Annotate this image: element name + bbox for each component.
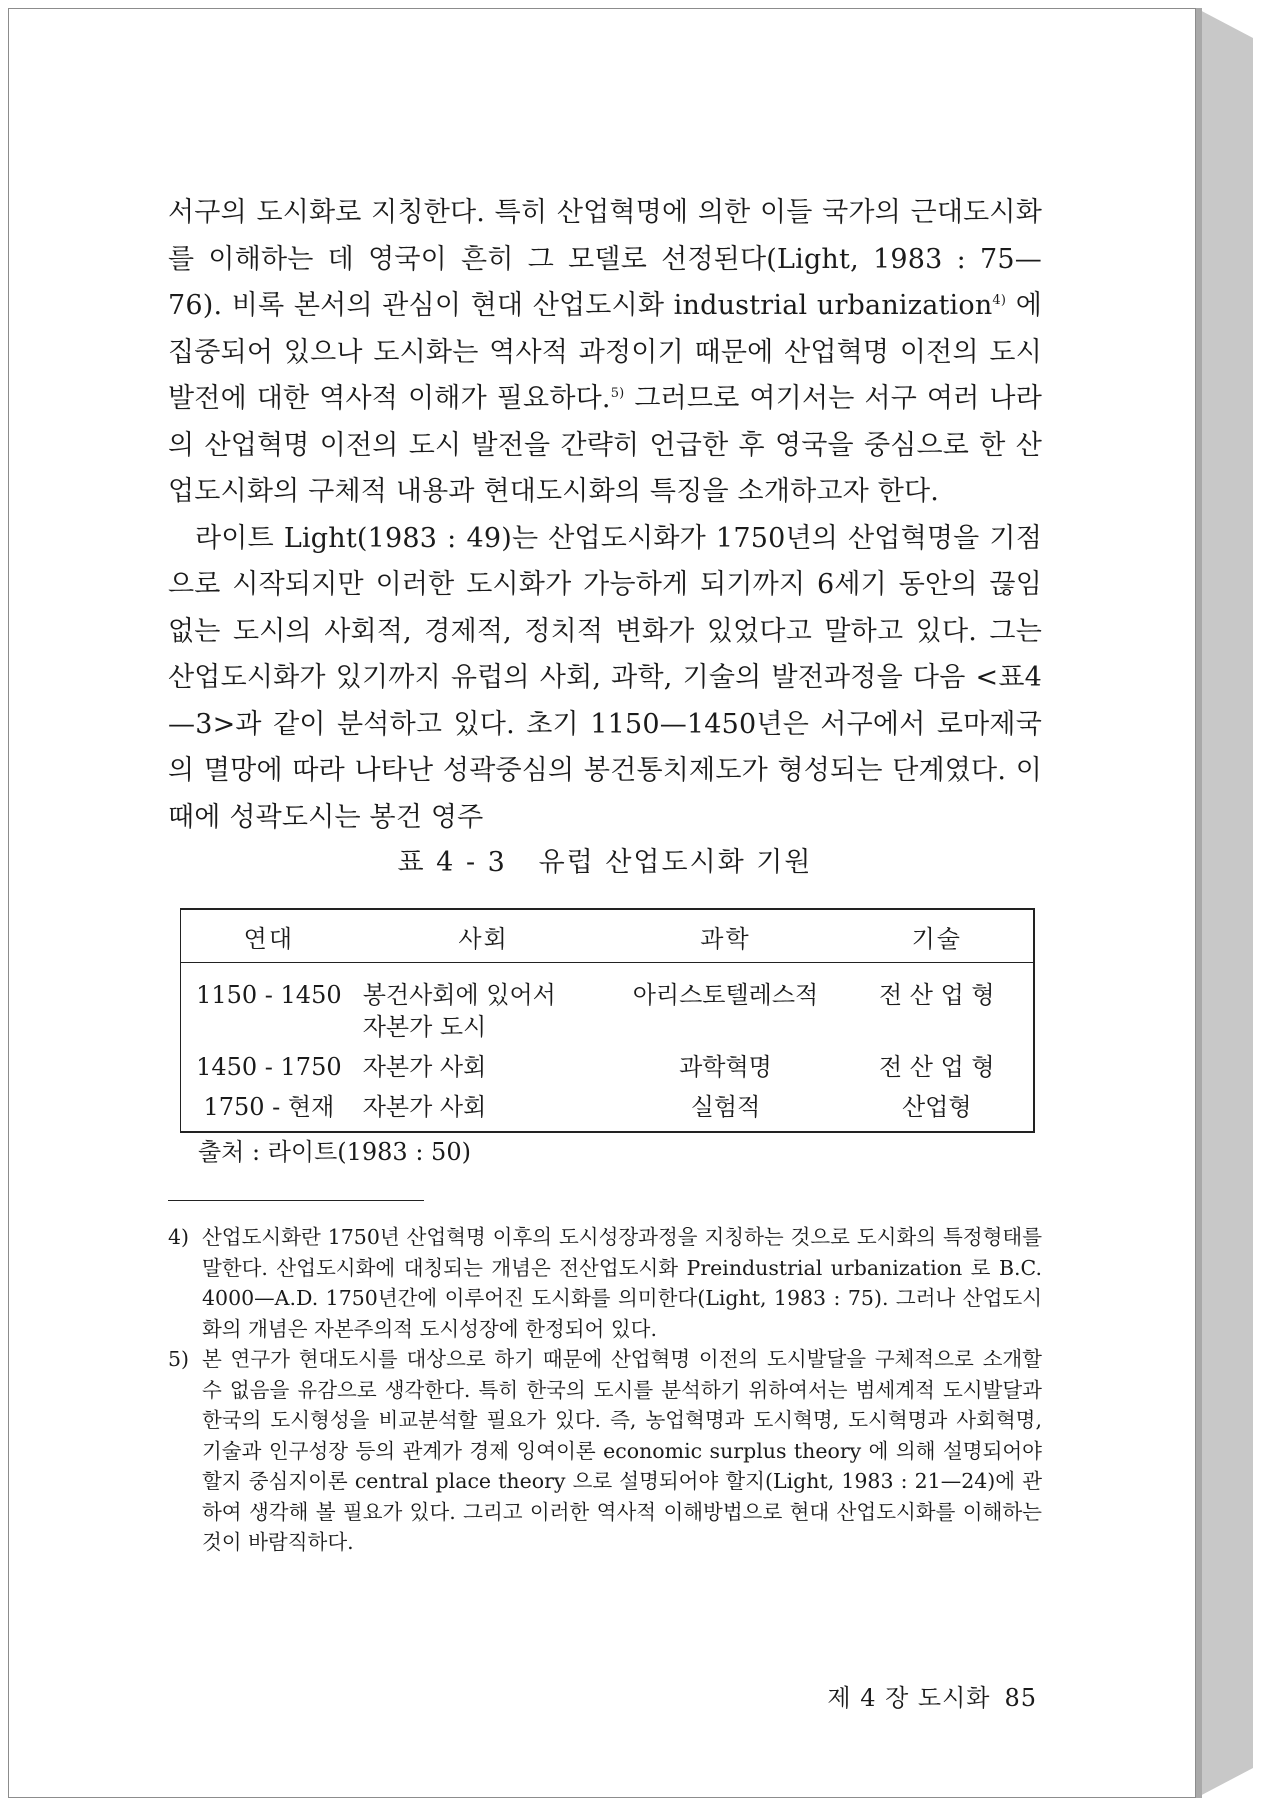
paragraph-1-text-cont: 에 집중되어 있으나 도시화는 역사적 과정이기 때문에 산업혁명 이전의 도시 발전에 대한 역사적 이해가 필요하다. — [168, 290, 1042, 414]
footnote-ref-5[interactable]: 5) — [610, 386, 625, 401]
table-source: 출처 : 라이트(1983 : 50) — [198, 1138, 471, 1166]
paragraph-1-text-end: 그러므로 여기서는 서구 여러 나라의 산업혁명 이전의 도시 발전을 간략히 언급한 후 영국을 중심으로 한 산업도시화의 구체적 내용과 현대도시화의 특징을 소개하고자 한다. — [168, 383, 1042, 507]
footnote-number: 4) — [168, 1225, 190, 1249]
cell-science: 실험적 — [690, 1093, 761, 1121]
cell-society: 자본가 사회 — [362, 1053, 487, 1081]
chapter-label: 제 4 장 도시화 — [827, 1684, 991, 1712]
origins-table — [180, 908, 1035, 1133]
table-row — [181, 1047, 1035, 1087]
header-society: 사회 — [357, 909, 611, 963]
cell-era: 1450 - 1750 — [196, 1053, 342, 1081]
cell-era: 1150 - 1450 — [196, 981, 342, 1009]
paragraph-1-text: 서구의 도시화로 지칭한다. 특히 산업혁명에 의한 이들 국가의 근대도시화를 이해하는 데 영국이 흔히 그 모델로 선정된다(Light, 1983 : 75—76). 비록 본서의 관심이 현대 산업도시화 industrial urbanization — [168, 197, 1042, 321]
page-edge-shadow — [1196, 8, 1202, 1798]
table-row — [181, 1087, 1035, 1132]
cell-technology: 전 산 업 형 — [878, 981, 995, 1009]
footnotes — [168, 1222, 1042, 1558]
page-edge-stack — [1196, 8, 1253, 1798]
cell-society: 자본가 사회 — [362, 1093, 487, 1121]
footnote-number: 5) — [168, 1347, 190, 1371]
footnote-divider — [168, 1200, 424, 1201]
table-title: 표 4 - 3 유럽 산업도시화 기원 — [397, 847, 813, 878]
cell-science: 과학혁명 — [679, 1053, 772, 1081]
cell-technology: 산업형 — [901, 1093, 972, 1121]
header-era: 연대 — [181, 909, 357, 963]
body-text — [168, 190, 1042, 841]
footnote-text: 산업도시화란 1750년 산업혁명 이후의 도시성장과정을 지칭하는 것으로 도시화의 특정형태를 말한다. 산업도시화에 대칭되는 개념은 전산업도시화 Preindustrial urbanization 로 B.C. 4000—A.D. 1750년간에 이루어진 도시화를 의미한다(Light, 1983 : 75). 그러나 산업도시화의 개념은 자본주의적 도시성장에 한정되어 있다. — [202, 1225, 1042, 1341]
footnote-5 — [168, 1344, 1042, 1558]
footnote-text: 본 연구가 현대도시를 대상으로 하기 때문에 산업혁명 이전의 도시발달을 구체적으로 소개할 수 없음을 유감으로 생각한다. 특히 한국의 도시를 분석하기 위하여서는 범세계적 도시발달과 한국의 도시형성을 비교분석할 필요가 있다. 즉, 농업혁명과 도시혁명, 도시혁명과 사회혁명, 기술과 인구성장 등의 관계가 경제 잉여이론 economic surplus theory 에 의해 설명되어야 할지 중심지이론 central place theory 으로 설명되어야 할지(Light, 1983 : 21—24)에 관하여 생각해 볼 필요가 있다. 그리고 이러한 역사적 이해방법으로 현대 산업도시화를 이해하는 것이 바람직하다. — [202, 1347, 1042, 1554]
running-footer — [827, 1678, 1037, 1713]
footnote-4 — [168, 1222, 1042, 1344]
cell-science: 아리스토텔레스적 — [632, 981, 819, 1009]
cell-technology: 전 산 업 형 — [878, 1053, 995, 1081]
header-science: 과학 — [610, 909, 840, 963]
paragraph-1 — [168, 190, 1042, 516]
footnote-ref-4[interactable]: 4) — [992, 293, 1007, 308]
cell-era: 1750 - 현재 — [203, 1093, 335, 1121]
header-technology: 기술 — [841, 909, 1034, 963]
page-number: 85 — [1004, 1684, 1037, 1712]
cell-society: 봉건사회에 있어서 자본가 도시 — [362, 981, 556, 1041]
paragraph-2: 라이트 Light(1983 : 49)는 산업도시화가 1750년의 산업혁명을 기점으로 시작되지만 이러한 도시화가 가능하게 되기까지 6세기 동안의 끊임없는 도시의 사회적, 경제적, 정치적 변화가 있었다고 말하고 있다. 그는 산업도시화가 있기까지 유럽의 사회, 과학, 기술의 발전과정을 다음 <표4—3>과 같이 분석하고 있다. 초기 1150—1450년은 서구에서 로마제국의 멸망에 따라 나타난 성곽중심의 봉건통치제도가 형성되는 단계였다. 이때에 성곽도시는 봉건 영주 — [168, 522, 1042, 833]
table-header-row — [181, 909, 1035, 963]
table-row — [181, 963, 1035, 1048]
